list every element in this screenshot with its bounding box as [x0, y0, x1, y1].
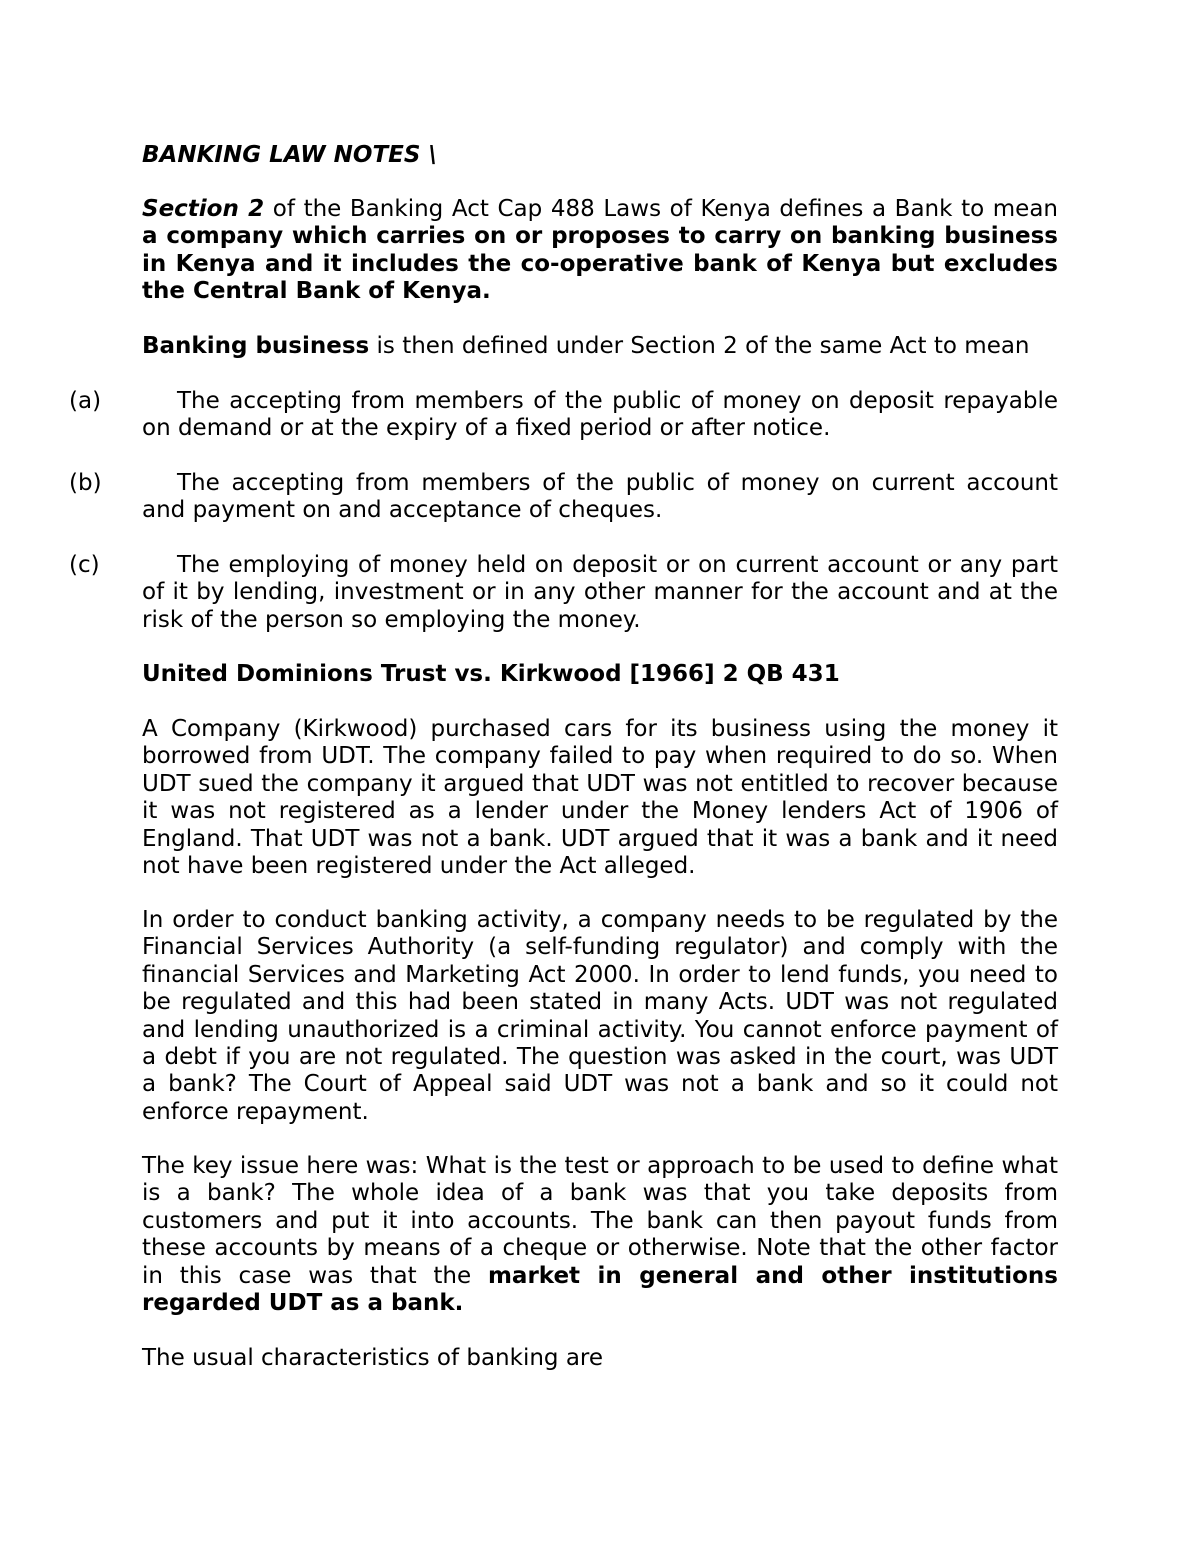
section-label: Section 2	[142, 196, 265, 222]
key-issue-text: The key issue here was: What is the test or approach to be used to define what is a bank? The whole idea of a bank was that you take deposits from customers and put it into accounts. The bank can then payout funds from these accounts by means of a cheque or otherwise. Note that the other factor in this case was that the	[142, 1153, 1058, 1289]
document-title: BANKING LAW NOTES \	[142, 142, 437, 168]
regulation-paragraph: In order to conduct banking activity, a company needs to be regulated by the Financial Services Authority (a self-funding regulator) and comply with the financial Services and Marketing Act 2000. In order to lend funds, you need to be regulated and this had been stated in many Acts. UDT was not regulated and lending unauthorized is a criminal activity. You cannot enforce payment of a debt if you are not regulated. The question was asked in the court, was UDT a bank? The Court of Appeal said UDT was not a bank and so it could not enforce repayment.	[142, 907, 1058, 1125]
key-issue-bold-text: market in general and other institutions regarded UDT as a bank.	[142, 1262, 1058, 1317]
banking-business-text: is then defined under Section 2 of the same Act to mean	[369, 333, 1030, 359]
list-item-text: The employing of money held on deposit or on current account or any part of it by lending, investment or in any other manner for the account and at the risk of the person so employing the money.	[142, 552, 1058, 633]
key-issue-paragraph	[142, 1153, 1058, 1317]
bank-definition-paragraph	[142, 196, 1058, 306]
list-item-text: The accepting from members of the public of money on current account and payment on and acceptance of cheques.	[142, 470, 1058, 524]
definition-text: of the Banking Act Cap 488 Laws of Kenya defines a Bank to mean	[264, 196, 1058, 222]
list-item-marker: (a)	[69, 388, 102, 414]
banking-business-intro	[142, 333, 1058, 360]
list-item-text: The accepting from members of the public of money on deposit repayable on demand or at the expiry of a fixed period or after notice.	[142, 388, 1058, 442]
case-heading: United Dominions Trust vs. Kirkwood [1966] 2 QB 431	[142, 661, 840, 687]
list-item-marker: (c)	[69, 552, 100, 578]
definition-bold-text: a company which carries on or proposes to carry on banking business in Kenya and it includes the co-operative bank of Kenya but excludes the Central Bank of Kenya.	[142, 223, 1058, 305]
case-facts-paragraph: A Company (Kirkwood) purchased cars for its business using the money it borrowed from UDT. The company failed to pay when required to do so. When UDT sued the company it argued that UDT was not entitled to recover because it was not registered as a lender under the Money lenders Act of 1906 of England. That UDT was not a bank. UDT argued that it was a bank and it need not have been registered under the Act alleged.	[142, 716, 1058, 880]
list-item-marker: (b)	[69, 470, 102, 496]
closing-line: The usual characteristics of banking are	[142, 1345, 604, 1371]
banking-business-label: Banking business	[142, 333, 370, 359]
